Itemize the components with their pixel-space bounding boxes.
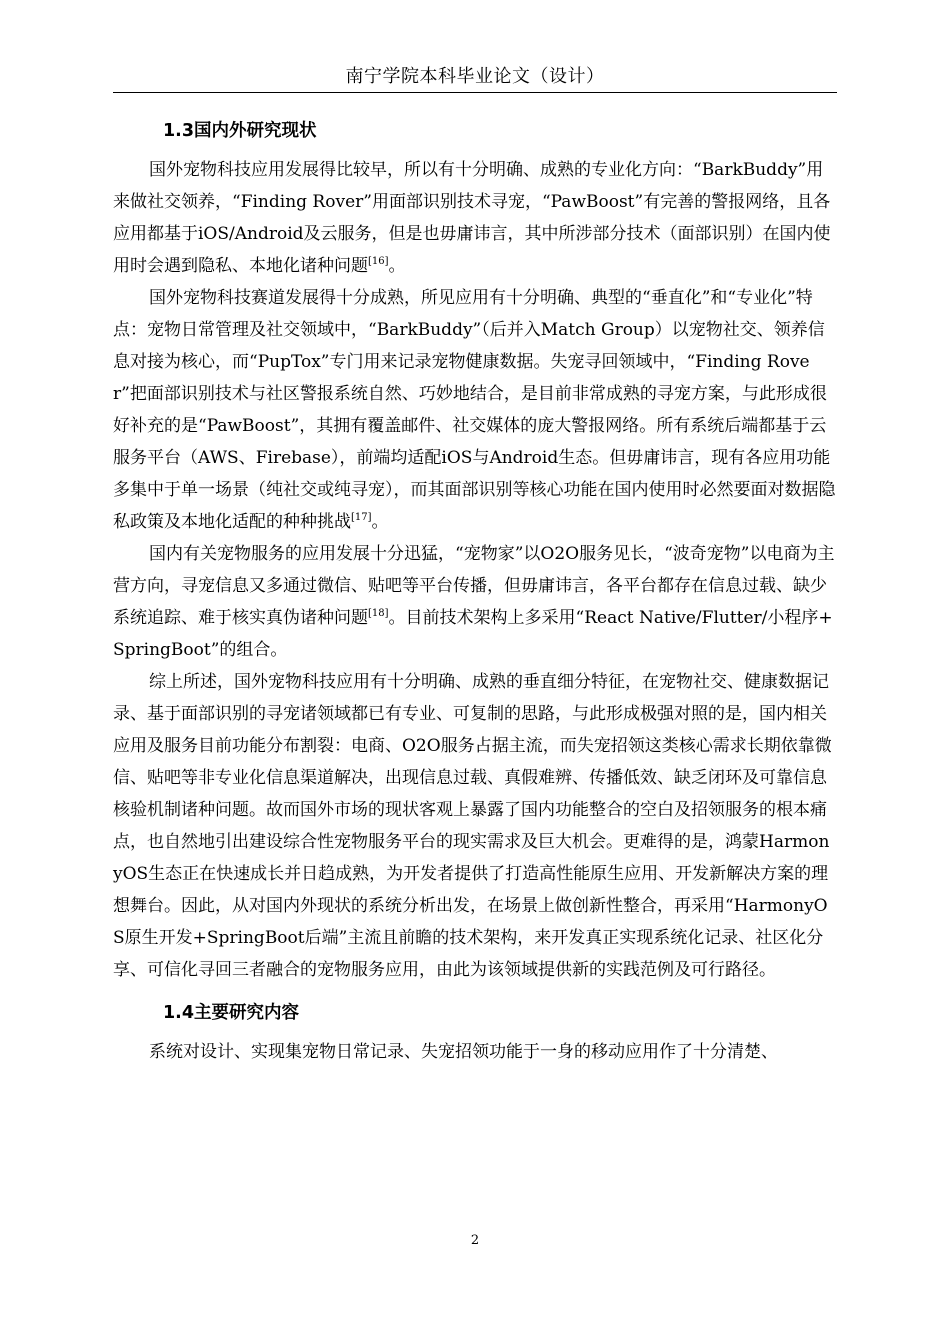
section-heading-1-4: 1.4主要研究内容 [163, 1003, 300, 1023]
paragraph-research-content: 系统对设计、实现集宠物日常记录、失宠招领功能于一身的移动应用作了十分清楚、 [149, 1042, 778, 1062]
citation-ref: [18] [368, 608, 389, 619]
page-number: 2 [470, 1233, 480, 1248]
page-body [113, 114, 837, 1068]
running-header [113, 62, 837, 93]
paragraph-foreign-overview [113, 154, 837, 282]
paragraph-foreign-detail [113, 282, 837, 538]
running-header-title: 南宁学院本科毕业论文（设计） [345, 66, 605, 87]
paragraph-summary: 综上所述，国外宠物科技应用有十分明确、成熟的垂直细分特征，在宠物社交、健康数据记录、基于面部识别的寻宠诸领域都已有专业、可复制的思路，与此形成极强对照的是，国内相关应用及服务目前功能分布割裂：电商、O2O服务占据主流，而失宠招领这类核心需求长期依靠微信、贴吧等非专业化信息渠道解决，出现信息过载、真假难辨、传播低效、缺乏闭环及可靠信息核验机制诸种问题。故而国外市场的现状客观上暴露了国内功能整合的空白及招领服务的根本痛点，也自然地引出建设综合性宠物服务平台的现实需求及巨大机会。更难得的是，鸿蒙HarmonyOS生态正在快速成长并日趋成熟，为开发者提供了打造高性能原生应用、开发新解决方案的理想舞台。因此，从对国内外现状的系统分析出发，在场景上做创新性整合，再采用“HarmonyOS原生开发+SpringBoot后端”主流且前瞻的技术架构，来开发真正实现系统化记录、社区化分享、可信化寻回三者融合的宠物服务应用，由此为该领域提供新的实践范例及可行路径。 [113, 672, 832, 980]
paragraph-domestic-status [113, 538, 837, 666]
citation-ref: [17] [351, 512, 372, 523]
paragraph-end: 。 [371, 512, 389, 532]
paragraph-end: 。目前技术架构上多采用“React Native/Flutter/小程序+SpringBoot”的组合。 [113, 608, 833, 660]
citation-ref: [16] [368, 256, 389, 267]
section-heading-1-3: 1.3国内外研究现状 [163, 121, 317, 141]
paragraph-text: 国内有关宠物服务的应用发展十分迅猛，“宠物家”以O2O服务见长，“波奇宠物”以电商为主营方向，寻宠信息又多通过微信、贴吧等平台传播，但毋庸讳言，各平台都存在信息过载、缺少系统追踪、难于核实真伪诸种问题 [113, 544, 835, 628]
paragraph-text: 国外宠物科技赛道发展得十分成熟，所见应用有十分明确、典型的“垂直化”和“专业化”特点：宠物日常管理及社交领域中，“BarkBuddy”（后并入Match Group）以宠物社交、领养信息对接为核心，而“PupTox”专门用来记录宠物健康数据。失宠寻回领域中，“Finding Rover”把面部识别技术与社区警报系统自然、巧妙地结合，是目前非常成熟的寻宠方案，与此形成很好补充的是“PawBoost”，其拥有覆盖邮件、社交媒体的庞大警报网络。所有系统后端都基于云服务平台（AWS、Firebase），前端均适配iOS与Android生态。但毋庸讳言，现有各应用功能多集中于单一场景（纯社交或纯寻宠），而其面部识别等核心功能在国内使用时必然要面对数据隐私政策及本地化适配的种种挑战 [113, 288, 836, 532]
paragraph-text: 国外宠物科技应用发展得比较早，所以有十分明确、成熟的专业化方向：“BarkBuddy”用来做社交领养，“Finding Rover”用面部识别技术寻宠，“PawBoost”有完善的警报网络，且各应用都基于iOS/Android及云服务，但是也毋庸讳言，其中所涉部分技术（面部识别）在国内使用时会遇到隐私、本地化诸种问题 [113, 160, 831, 276]
paragraph-end: 。 [388, 256, 406, 276]
